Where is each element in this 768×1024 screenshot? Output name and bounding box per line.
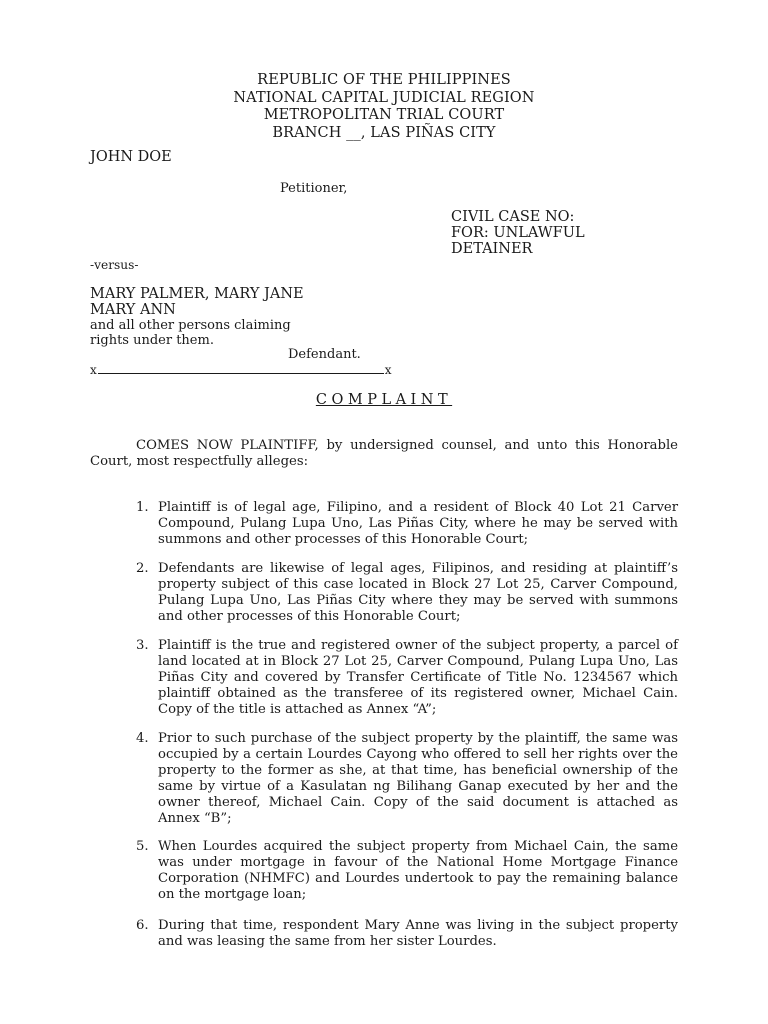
court-header — [0, 72, 768, 142]
allegation-text: Plaintiff is the true and registered owner of the subject property, a parcel of land located at in Block 27 Lot 25, Carver Compound, Pulang Lupa Uno, Las Piñas City and covered by Transfer Certificate of Title No. 1234567 which plaintiff obtained as the transferee of its registered owner, Michael Cain. Copy of the title is attached as Annex “A”; — [158, 638, 678, 717]
divider-rule — [98, 373, 384, 374]
allegation-text: Defendants are likewise of legal ages, Filipinos, and residing at plaintiff’s property subject of this case located in Block 27 Lot 25, Carver Compound, Pulang Lupa Uno, Las Piñas City where they may be served with summons and other processes of this Honorable Court; — [158, 561, 678, 624]
allegation-text: During that time, respondent Mary Anne was living in the subject property and was leasing the same from her sister Lourdes. — [158, 918, 678, 949]
header-branch: BRANCH __, LAS PIÑAS CITY — [272, 124, 496, 141]
petitioner-label: Petitioner, — [280, 181, 348, 196]
allegation-3 — [136, 638, 678, 718]
allegation-text: Prior to such purchase of the subject property by the plaintiff, the same was occupied by a certain Lourdes Cayong who offered to sell her rights over the property to the former as she, at that time, has beneficial ownership of the same by virtue of a Kasulatan ng Bilihang Ganap executed by her and the owner thereof, Michael Cain. Copy of the said document is attached as Annex “B”; — [158, 731, 678, 826]
defendants-line-2: MARY ANN — [90, 302, 176, 318]
complaint-title: COMPLAINT — [315, 392, 453, 408]
allegation-number: 3. — [136, 638, 149, 653]
allegation-number: 5. — [136, 839, 149, 854]
intro-paragraph: COMES NOW PLAINTIFF, by undersigned counsel, and unto this Honorable Court, most respectfully alleges: — [90, 438, 678, 469]
allegation-number: 1. — [136, 500, 149, 515]
defendants-line-3: and all other persons claiming — [90, 318, 291, 333]
allegation-4 — [136, 731, 678, 827]
allegation-2 — [136, 561, 678, 625]
defendant-label: Defendant. — [288, 347, 361, 362]
allegation-number: 4. — [136, 731, 149, 746]
allegation-text: Plaintiff is of legal age, Filipino, and a resident of Block 40 Lot 21 Carver Compound, Pulang Lupa Uno, Las Piñas City, where he may be served with summons and other processes of this Honorable Court; — [158, 500, 678, 547]
defendants-line-1: MARY PALMER, MARY JANE — [90, 286, 304, 302]
allegation-1 — [136, 500, 678, 548]
allegation-6 — [136, 918, 678, 950]
defendants-line-4: rights under them. — [90, 333, 214, 348]
header-region: NATIONAL CAPITAL JUDICIAL REGION — [233, 89, 535, 106]
case-for-label: FOR: UNLAWFUL — [451, 225, 585, 241]
header-republic: REPUBLIC OF THE PHILIPPINES — [257, 72, 511, 88]
versus-label: -versus- — [90, 258, 139, 272]
allegation-number: 6. — [136, 918, 149, 933]
case-nature-label: DETAINER — [451, 241, 533, 257]
caption-divider — [90, 363, 392, 377]
allegation-number: 2. — [136, 561, 149, 576]
header-court: METROPOLITAN TRIAL COURT — [263, 107, 505, 123]
case-number-label: CIVIL CASE NO: — [451, 209, 575, 225]
divider-start-mark: x — [90, 363, 97, 377]
petitioner-name: JOHN DOE — [90, 149, 172, 165]
allegation-text: When Lourdes acquired the subject property from Michael Cain, the same was under mortgage in favour of the National Home Mortgage Finance Corporation (NHMFC) and Lourdes undertook to pay the remaining balance on the mortgage loan; — [158, 839, 678, 902]
divider-end-mark: x — [384, 363, 392, 377]
allegation-5 — [136, 839, 678, 903]
